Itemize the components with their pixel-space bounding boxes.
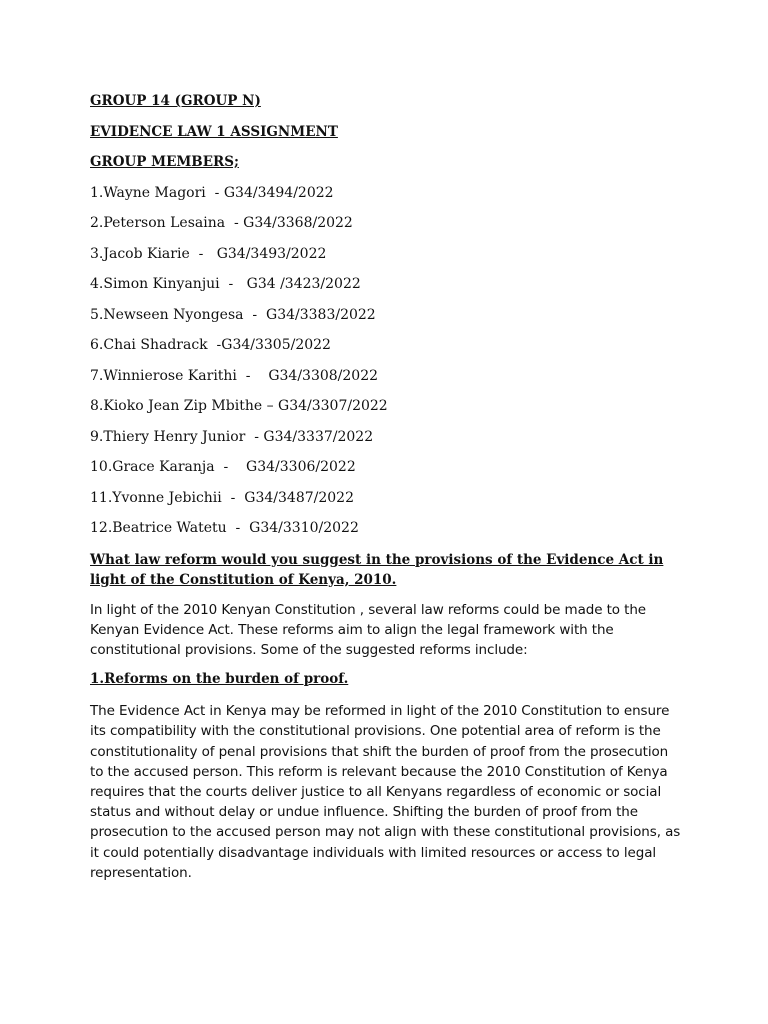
document-body: [90, 92, 682, 892]
member-item: 12.Beatrice Watetu - G34/3310/2022: [90, 520, 359, 536]
members-heading: GROUP MEMBERS;: [90, 154, 239, 170]
member-item: 2.Peterson Lesaina - G34/3368/2022: [90, 215, 353, 231]
member-item: 10.Grace Karanja - G34/3306/2022: [90, 459, 356, 475]
member-item: 4.Simon Kinyanjui - G34 /3423/2022: [90, 276, 361, 292]
member-list: [90, 184, 682, 538]
section-1-heading: 1.Reforms on the burden of proof.: [90, 671, 349, 688]
member-item: 6.Chai Shadrack -G34/3305/2022: [90, 337, 331, 353]
member-item: 1.Wayne Magori - G34/3494/2022: [90, 184, 334, 201]
intro-paragraph: In light of the 2010 Kenyan Constitution , several law reforms could be made to the Kenyan Evidence Act. These reforms aim to align the legal framework with the constitutional provisions. Some of the suggested reforms include:: [90, 601, 647, 658]
member-item: 3.Jacob Kiarie - G34/3493/2022: [90, 245, 327, 262]
member-item: 8.Kioko Jean Zip Mbithe – G34/3307/2022: [90, 398, 388, 414]
member-item: 11.Yvonne Jebichii - G34/3487/2022: [90, 489, 354, 506]
member-item: 7.Winnierose Karithi - G34/3308/2022: [90, 367, 379, 384]
section-1-paragraph: The Evidence Act in Kenya may be reformed in light of the 2010 Constitution to ensure its compatibility with the constitutional provisions. One potential area of reform is the constitutionality of penal provisions that shift the burden of proof from the prosecution to the accused person. This reform is relevant because the 2010 Constitution of Kenya requires that the courts deliver justice to all Kenyans regardless of economic or social status and without delay or undue influence. Shifting the burden of proof from the prosecution to the accused person may not align with these constitutional provisions, as it could potentially disadvantage individuals with limited resources or access to legal representation.: [90, 703, 681, 881]
assignment-title: EVIDENCE LAW 1 ASSIGNMENT: [90, 123, 338, 140]
member-item: 5.Newseen Nyongesa - G34/3383/2022: [90, 306, 376, 323]
assignment-question: What law reform would you suggest in the provisions of the Evidence Act in light of the Constitution of Kenya, 2010.: [90, 551, 664, 588]
member-item: 9.Thiery Henry Junior - G34/3337/2022: [90, 428, 374, 445]
group-title: GROUP 14 (GROUP N): [90, 93, 261, 109]
